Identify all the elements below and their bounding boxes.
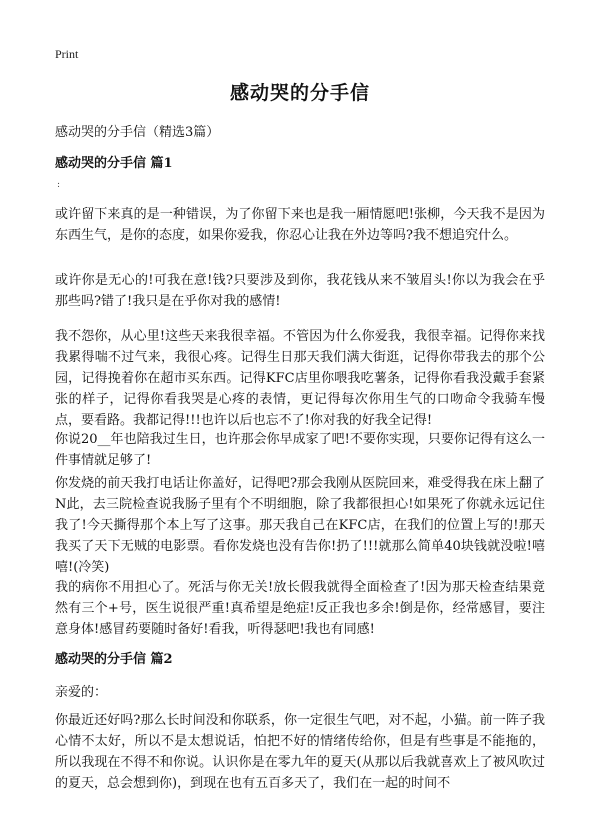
paragraph-4: 你说20__年也陪我过生日，也许那会你早成家了吧!不要你实现，只要你记得有这么一件事情就足够了! bbox=[55, 432, 545, 468]
document-subtitle: 感动哭的分手信（精选3篇） bbox=[55, 125, 220, 140]
paragraph-7: 你最近还好吗?那么长时间没和你联系，你一定很生气吧，对不起，小猫。前一阵子我心情不太好，所以不是太想说话，怕把不好的情绪传给你，但是有些事是不能拖的，所以我现在不得不和你说。认识你是在零九年的夏天(从那以后我就喜欢上了被风吹过的夏天，总会想到你)，到现在也有五百多天了，我们在一起的时间不 bbox=[55, 713, 545, 791]
paragraph-1: 或许留下来真的是一种错误，为了你留下来也是我一厢情愿吧!张柳，今天我不是因为东西生气，是你的态度，如果你爱我，你忍心让我在外边等吗?我不想追究什么。 bbox=[55, 207, 545, 243]
page-title: 感动哭的分手信 bbox=[229, 82, 370, 104]
section-heading-2: 感动哭的分手信 篇2 bbox=[55, 652, 173, 667]
paragraph-6: 我的病你不用担心了。死活与你无关!放长假我就得全面检查了!因为那天检查结果竟然有三个+号，医生说很严重!真希望是绝症!反正我也多余!倒是你，经常感冒，要注意身体!感冒药要随时备好!看我，听得瑟吧!我也有同感! bbox=[55, 580, 545, 637]
section-heading-1: 感动哭的分手信 篇1 bbox=[55, 156, 173, 171]
colon-mark: : bbox=[57, 180, 61, 190]
print-link[interactable]: Print bbox=[55, 47, 79, 61]
greeting: 亲爱的： bbox=[55, 685, 108, 700]
paragraph-5: 你发烧的前天我打电话让你盖好，记得吧?那会我刚从医院回来，难受得我在床上翻了N此，去三院检查说我肠子里有个不明细胞，除了我都很担心!如果死了你就永远记住我了!今天撕得那个本上写了这事。那天我自己在KFC店，在我们的位置上写的!那天我买了天下无贼的电影票。看你发烧也没有告你!扔了!!!就那么简单40块钱就没啦!嘻嘻!(冷笑) bbox=[55, 476, 545, 575]
paragraph-3: 我不怨你，从心里!这些天来我很幸福。不管因为什么你爱我，我很幸福。记得你来找我累得喘不过气来，我很心疼。记得生日那天我们满大街逛，记得你带我去的那个公园，记得挽着你在超市买东西。记得KFC店里你喂我吃薯条，记得你看我没戴手套紧张的样子，记得你看我哭是心疼的表情，更记得每次你用生气的口吻命令我骑车慢点，要看路。我都记得!!!也许以后也忘不了!你对我的好我全记得! bbox=[55, 329, 545, 428]
paragraph-2: 或许你是无心的!可我在意!钱?只要涉及到你，我花钱从来不皱眉头!你以为我会在乎那些吗?错了!我只是在乎你对我的感情! bbox=[55, 273, 545, 309]
